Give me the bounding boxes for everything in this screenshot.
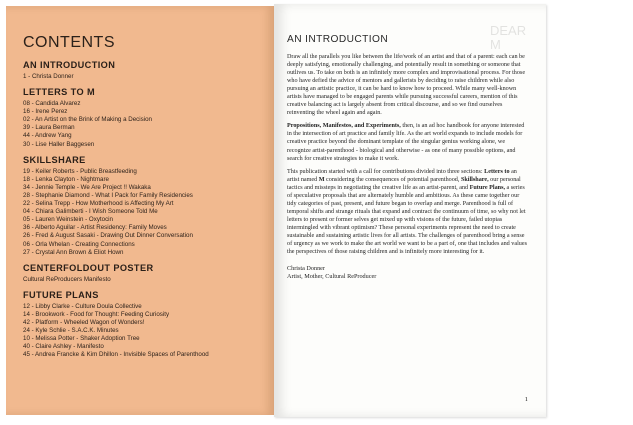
intro-paragraph-1: Draw all the parallels you like between the life/work of an artist and that of a parent: each can be deeply satisfying, emotionally challenging, and potentially result in something or someone that outlives us. To take on both is an infinitely more complex and improvisational process. For those who have defied the advice of mentors and gallerists by deciding to raise children while also pursuing an artistic practice, it can be hard to know how to proceed. While many well-known artists have managed to be engaged parents while pursuing successful careers, mention of this creative balancing act is largely absent from critical discourse, and so we find ourselves reinventing the wheel again and again. [287, 54, 526, 117]
contents-entry: 10 - Melissa Potter - Shaker Adoption Tree [23, 335, 140, 343]
contents-entry: 36 - Alberto Aguilar - Artist Residency: Family Moves [23, 224, 167, 232]
intro-paragraph-3 [287, 168, 527, 257]
introduction-page [274, 4, 546, 417]
contents-entry: 04 - Chiara Galimberti - I Wish Someone Told Me [23, 208, 158, 216]
contents-section-heading: CENTERFOLDOUT POSTER [23, 262, 154, 273]
page-number: 1 [524, 396, 528, 403]
p3-bold-letters: Letters to [484, 168, 510, 175]
p3-text-f: a series of speculative proposals that are alternately humble and ambitious. As these came together our tidy categories of past, present, and future began to overlap and merge. Parenthood is full of temporal shifts and strange rituals that expand and contract the continuum of time, so why not let letters to present or former selves get mixed up with visions of the future, failed utopias intermingled with vibrant optimism? These personal experiments represent the need to create sustainable and sustaining artistic lives for all artists. The challenges of parenthood bring a sense of urgency as we work to make the art world we want to be a part of, one that includes and values the perspectives of those raising children and is infinitely more interesting for it. [287, 184, 527, 256]
contents-entry: 26 - Fred & August Sasaki - Drawing Out Dinner Conversation [23, 232, 193, 240]
contents-section-heading: SKILLSHARE [23, 154, 86, 165]
p3-text-c: an artist named [287, 168, 517, 183]
contents-entry: 1 - Christa Donner [23, 73, 74, 80]
show-through-text: DEAR M [490, 24, 527, 52]
p3-text-a: This publication started with a call for contributions divided into three sections: [287, 168, 485, 175]
contents-entry: 45 - Andrea Francke & Kim Dhillon - Invisible Spaces of Parenthood [23, 351, 209, 359]
open-booklet [6, 4, 546, 417]
p3-bold-skillshare: Skillshare, [460, 176, 489, 183]
contents-entry: 18 - Lenka Clayton - Nightmare [23, 175, 109, 183]
intro-paragraph-2 [287, 122, 527, 162]
contents-entry: 34 - Jennie Temple - We Are Project !! Wakaka [23, 183, 151, 191]
introduction-column [287, 34, 527, 282]
contents-entry: 24 - Kyle Schlie - S.A.C.K. Minutes [23, 327, 119, 335]
signature-name: Christa Donner [287, 265, 325, 273]
contents-entry: 14 - Brookwork - Food for Thought: Feeding Curiosity [23, 310, 170, 318]
contents-entry: 06 - Orla Whelan - Creating Connections [23, 240, 135, 248]
contents-entry: 40 - Claire Ashley - Manifesto [23, 343, 104, 351]
contents-entry: 19 - Keiler Roberts - Public Breastfeeding [23, 167, 137, 175]
p3-bold-m: M [318, 176, 325, 183]
contents-entry: 30 - Lise Haller Baggesen [23, 140, 95, 148]
contents-entry: 22 - Selina Trepp - How Motherhood is Affecting My Art [23, 200, 174, 208]
p3-bold-future-plans: Future Plans, [469, 184, 505, 191]
introduction-title: AN INTRODUCTION [287, 34, 389, 45]
contents-entry: 42 - Platform - Wheeled Wagon of Wonders! [23, 318, 145, 326]
contents-entry: Cultural ReProducers Manifesto [23, 275, 111, 283]
contents-entry: 08 - Candida Alvarez [23, 100, 81, 108]
intro-paragraph-2-text: then, is an ad hoc handbook for anyone interested in the intersection of art practice and family life. As the art world expands to include models for creative practice beyond the dominant template of the singular genius working alone, we recognize artist-parenthood - biological and otherwise - as one of many possible options, and search for creative strategies to make it work. [287, 123, 525, 162]
contents-entry: 28 - Stephanie Diamond - What I Pack for Family Residencies [23, 191, 193, 199]
contents-entry: 02 - An Artist on the Brink of Making a Decision [23, 116, 152, 124]
contents-entry: 16 - Irene Perez [23, 108, 68, 116]
signature-role: Artist, Mother, Cultural ReProducer [287, 273, 377, 281]
p3-text-d: considering the consequences of potential parenthood, [324, 176, 461, 183]
contents-entry: 39 - Laura Berman [23, 124, 75, 132]
contents-section-heading: LETTERS TO M [23, 87, 96, 98]
contents-entry: 44 - Andrew Yang [23, 132, 72, 140]
signature-block [287, 265, 527, 281]
contents-page [6, 6, 274, 415]
contents-entry: 05 - Lauren Weinstein - Oxytocin [23, 216, 113, 224]
contents-entry: 27 - Crystal Ann Brown & Eliot Hown [23, 248, 124, 256]
contents-section-heading: AN INTRODUCTION [23, 60, 116, 70]
contents-entry: 12 - Libby Clarke - Culture Doula Collective [23, 302, 142, 310]
book-title-bold: Propositions, Manifestos, and Experiments, [287, 123, 401, 130]
table-of-contents [23, 34, 268, 359]
contents-title: CONTENTS [23, 34, 115, 51]
contents-section-heading: FUTURE PLANS [23, 289, 99, 300]
p3-text-e: our personal tactics and missteps in negotiating the creative life as an artist-parent, and [287, 176, 521, 191]
